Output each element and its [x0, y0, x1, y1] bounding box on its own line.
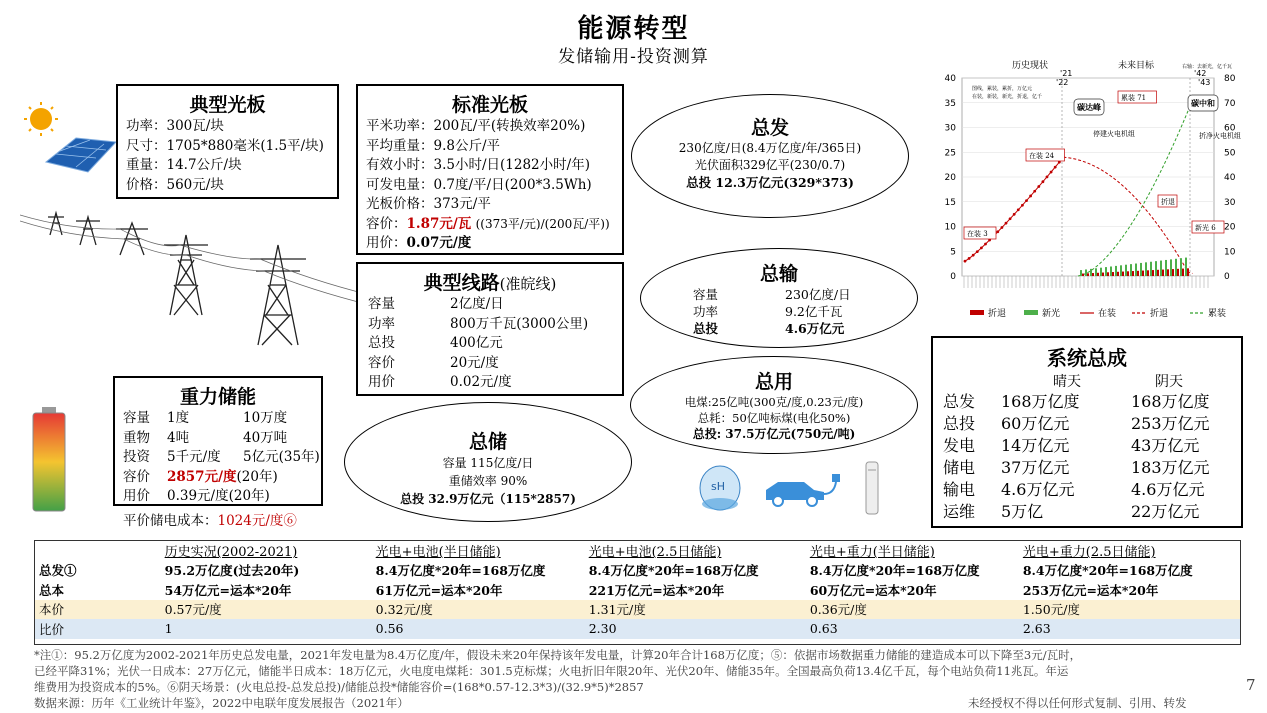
- table-cell: 1.50元/度: [1022, 602, 1080, 618]
- year-marker: '22: [1056, 78, 1069, 87]
- chart-title-right: 未来目标: [1118, 61, 1155, 71]
- footnote-line: 维费用为投资成本的5%。⑥阴天场景：(火电总投-总发总投)/储能总投*储能容价=(168*0.57-12.3*3)/(32.9*5)*2857: [34, 680, 644, 694]
- table-cell: 总本: [39, 582, 65, 598]
- total-generation-line: 光伏面积329亿平(230/0.7): [694, 158, 846, 172]
- copyright-notice: 未经授权不得以任何形式复制、引用、转发: [968, 696, 1187, 710]
- battery-icon: [30, 405, 70, 515]
- table-cell: 本价: [39, 602, 65, 618]
- typical-panel-line: 重量：14.7公斤/块: [126, 157, 242, 173]
- in-service-point: [1054, 166, 1057, 169]
- retire-bar: [1132, 271, 1134, 276]
- new-solar-bar: [1080, 270, 1082, 276]
- table-row: [35, 580, 1240, 600]
- retire-bar: [1107, 272, 1109, 276]
- new-solar-bar: [1145, 262, 1147, 276]
- year-marker: '21: [1060, 69, 1073, 78]
- y-tick-right: 30: [1224, 197, 1236, 208]
- typical-panel-line: 功率：300瓦/块: [126, 118, 224, 134]
- table-cell: 1.31元/度: [588, 602, 646, 618]
- table-header-cell: 历史实况(2002-2021): [164, 545, 298, 561]
- chart-annotation: 折退: [1161, 198, 1175, 206]
- retire-bar: [1097, 273, 1099, 276]
- transmission-row: 容量 230亿度/日: [693, 287, 851, 302]
- table-cell: 总发①: [39, 563, 77, 579]
- table-cell: 8.4万亿度*20年=168万亿度: [375, 563, 546, 579]
- new-solar-bar: [1140, 263, 1142, 276]
- total-generation-title: 总发: [750, 117, 789, 139]
- chart-title-left: 历史现状: [1012, 61, 1049, 71]
- typical-line-row: 功率 800万千瓦(3000公里): [368, 315, 589, 332]
- retire-bar: [1112, 272, 1114, 276]
- total-generation-line: 230亿度/日(8.4万亿度/年/365日): [678, 141, 862, 155]
- table-row: [35, 561, 1240, 581]
- svg-text:sH: sH: [711, 480, 726, 493]
- typical-panel-line: 价格：560元/块: [126, 176, 224, 193]
- solar-panel-illustration: [20, 100, 120, 180]
- standard-panel-line: 平米功率：200瓦/平(转换效率20%): [366, 118, 586, 134]
- in-service-point: [980, 247, 983, 250]
- system-summary-header: [943, 371, 1231, 391]
- table-cell: 8.4万亿度*20年=168万亿度: [809, 563, 980, 579]
- typical-panel-box: [116, 84, 339, 199]
- new-solar-bar: [1175, 259, 1177, 276]
- chart-annotation: 累装 71: [1121, 94, 1147, 102]
- retire-bar: [1167, 269, 1169, 276]
- data-source: 数据来源：历年《工业统计年鉴》，2022中电联年度发展报告（2021年）: [34, 696, 409, 710]
- new-solar-bar: [1115, 266, 1117, 276]
- typical-line-box: [356, 262, 624, 396]
- y-tick-left: 35: [944, 98, 956, 109]
- y-tick-left: 20: [944, 173, 956, 183]
- in-service-point: [1050, 171, 1053, 174]
- total-generation-ellipse: [631, 94, 909, 218]
- in-service-point: [984, 243, 987, 246]
- in-service-point: [1025, 199, 1028, 202]
- total-use-ellipse: [630, 356, 918, 454]
- table-cell: 1: [164, 621, 173, 637]
- gravity-storage-title: 重力储能: [179, 386, 256, 408]
- system-summary-box: [931, 336, 1243, 528]
- in-service-point: [1042, 180, 1045, 183]
- table-cell: 8.4万亿度*20年=168万亿度: [588, 563, 759, 579]
- in-service-point: [996, 230, 999, 233]
- legend-swatch: [1024, 310, 1038, 315]
- retire-bar: [1092, 273, 1094, 276]
- in-service-point: [1017, 208, 1020, 211]
- table-header-cell: 光电+电池(2.5日储能): [588, 545, 722, 561]
- table-cell: 比价: [39, 621, 65, 637]
- footnote-line: *注①：95.2万亿度为2002-2021年历史总发电量，2021年发电量为8.4万亿度/年，假设未来20年保持该年发电量，计算20年合计168万亿度；⑤：依据市场数据重力储能的建造成本可以下降至3元/瓦时，: [34, 648, 1082, 662]
- page-number: 7: [1246, 676, 1256, 694]
- chart-annotation: 停建火电机组: [1093, 130, 1135, 138]
- retire-bar: [1152, 270, 1154, 276]
- chart-annotation: 碳达峰: [1077, 102, 1101, 112]
- standard-panel-line: 有效小时：3.5小时/日(1282小时/年): [366, 157, 590, 173]
- new-solar-bar: [1150, 262, 1152, 276]
- year-marker: '43: [1198, 78, 1211, 87]
- chart-annotation: 在装 3: [967, 230, 988, 238]
- total-use-title: 总用: [754, 371, 793, 393]
- table-cell: 0.36元/度: [809, 602, 867, 618]
- new-solar-bar: [1180, 258, 1182, 276]
- system-row: 总发 168万亿度 168万亿度: [943, 392, 1210, 411]
- sunny-header: 晴天: [1053, 374, 1081, 390]
- total-transmission-ellipse: [640, 248, 918, 348]
- legend-swatch: [970, 310, 984, 315]
- new-solar-bar: [1135, 264, 1137, 276]
- system-row: 输电 4.6万亿元 4.6万亿元: [943, 480, 1205, 499]
- typical-line-row: 容量 2亿度/日: [368, 296, 504, 312]
- table-cell: 221万亿元=运本*20年: [588, 582, 725, 598]
- table-cell: 253万亿元=运本*20年: [1022, 582, 1159, 598]
- standard-panel-box: [356, 84, 624, 255]
- new-solar-bar: [1185, 258, 1187, 276]
- chart-unit-note: 右轴：去新光，亿千瓦: [1182, 64, 1233, 70]
- retire-bar: [1127, 271, 1129, 276]
- retire-bar: [1162, 270, 1164, 276]
- table-header-cell: 光电+电池(半日储能): [375, 545, 501, 561]
- new-solar-bar: [1120, 265, 1122, 276]
- y-tick-right: 40: [1224, 173, 1236, 183]
- total-storage-ellipse: [344, 402, 632, 522]
- table-header-row: [35, 541, 1240, 561]
- chart-annotation: 折净火电机组: [1199, 132, 1241, 140]
- table-cell: 0.63: [809, 621, 838, 637]
- y-tick-left: 5: [950, 247, 956, 258]
- table-cell: 2.63: [1022, 621, 1051, 637]
- typical-panel-line: 尺寸：1705*880毫米(1.5平/块): [126, 137, 324, 154]
- retire-bar: [1122, 272, 1124, 276]
- new-solar-bar: [1095, 268, 1097, 276]
- y-tick-right: 0: [1224, 272, 1230, 282]
- cloudy-header: 阴天: [1155, 374, 1183, 390]
- total-use-invest: 总投: 37.5万亿元(750元/吨): [692, 427, 856, 441]
- end-use-icons: [696, 460, 886, 516]
- system-row: 储电 37万亿元 183万亿元: [943, 458, 1210, 477]
- y-tick-right: 80: [1224, 74, 1236, 84]
- footnote-line: 已经平降31%；光伏一日成本：27万亿元，储能半日成本：18万亿元，火电度电煤耗：301.5克标煤；火电折旧年限20年、光伏20年、储能35年。全国最高负荷13.4亿千瓦，每个电站负荷11兆瓦。年运: [34, 664, 1069, 678]
- solar-panel-icon: [46, 138, 116, 172]
- new-solar-bar: [1085, 269, 1087, 276]
- in-service-point: [1005, 222, 1008, 225]
- total-storage-line: 容量 115亿度/日: [442, 456, 534, 470]
- retire-bar: [1117, 272, 1119, 276]
- new-solar-bar: [1170, 259, 1172, 276]
- chart-small-legend: 图线，累装，累折，万亿元: [972, 86, 1033, 92]
- in-service-point: [1029, 195, 1032, 198]
- retire-bar: [1157, 270, 1159, 276]
- table-cell: 95.2万亿度(过去20年): [164, 563, 300, 579]
- y-tick-left: 15: [944, 197, 956, 208]
- retire-bar: [1087, 273, 1089, 276]
- retire-bar: [1172, 269, 1174, 276]
- standard-panel-line: 平均重量：9.8公斤/平: [366, 137, 501, 154]
- total-use-line: 总耗：50亿吨标煤(电化50%): [697, 411, 851, 425]
- chart-annotation: 在装 24: [1029, 152, 1055, 160]
- table-cell: 2.30: [588, 621, 617, 637]
- retire-bar: [1142, 271, 1144, 276]
- retire-bar: [1187, 268, 1189, 276]
- typical-panel-title: 典型光板: [189, 94, 266, 116]
- in-service-point: [1033, 190, 1036, 193]
- total-transmission-title: 总输: [759, 263, 798, 285]
- page-subtitle: 发储输用-投资测算: [558, 47, 709, 67]
- table-cell: 61万亿元=运本*20年: [375, 582, 503, 598]
- new-solar-bar: [1125, 265, 1127, 276]
- gravity-row: 容量 1度 10万度: [123, 410, 288, 426]
- system-row: 总投 60万亿元 253万亿元: [943, 414, 1210, 433]
- chart-annotation: 新光 6: [1195, 224, 1216, 232]
- table-cell: 60万亿元=运本*20年: [809, 582, 937, 598]
- transmission-row: 总投 4.6万亿元: [693, 321, 845, 336]
- legend-label: 折退: [988, 309, 1007, 319]
- gravity-capacity-price: 容价 2857元/度(20年): [123, 468, 278, 485]
- new-solar-bar: [1165, 260, 1167, 276]
- typical-line-title: 典型线路(准皖线): [423, 272, 557, 294]
- in-service-point: [964, 260, 967, 263]
- table-cell: 8.4万亿度*20年=168万亿度: [1022, 563, 1193, 579]
- in-service-point: [1009, 217, 1012, 220]
- retire-bar: [1177, 269, 1179, 276]
- sun-icon: [24, 102, 58, 136]
- in-service-point: [1021, 204, 1024, 207]
- system-row: 发电 14万亿元 43万亿元: [943, 436, 1200, 455]
- table-row: [35, 619, 1240, 639]
- capacity-price-line: 容价：1.87元/瓦 ((373平/元)/(200瓦/平)): [366, 215, 610, 232]
- page-title: 能源转型: [577, 14, 690, 44]
- in-service-point: [1013, 213, 1016, 216]
- table-cell: 0.57元/度: [164, 602, 222, 618]
- transmission-towers-illustration: [20, 205, 370, 355]
- new-solar-bar: [1100, 268, 1102, 276]
- typical-line-row: 容价 20元/度: [368, 354, 499, 371]
- in-service-point: [976, 250, 979, 253]
- gravity-storage-box: [113, 376, 323, 506]
- legend-label: 折退: [1150, 309, 1169, 319]
- retire-bar: [1147, 270, 1149, 276]
- year-marker: '42: [1194, 69, 1207, 78]
- parity-storage-cost: 平价储电成本：1024元/度⑥: [123, 513, 297, 529]
- table-row: [35, 600, 1240, 620]
- y-tick-left: 0: [950, 272, 956, 282]
- retire-bar: [1102, 273, 1104, 276]
- legend-label: 在装: [1098, 309, 1117, 319]
- chart-small-legend: 在装，新装，新光，折退，亿千: [972, 94, 1043, 100]
- system-summary-title: 系统总成: [1047, 346, 1127, 370]
- legend-label: 累装: [1208, 309, 1227, 319]
- in-service-point: [972, 254, 975, 257]
- total-storage-invest: 总投 32.9万亿元（115*2857): [400, 492, 576, 506]
- table-cell: 54万亿元=运本*20年: [164, 582, 292, 598]
- gravity-row: 投资 5千元/度 5亿元(35年): [123, 449, 320, 465]
- y-tick-left: 25: [944, 148, 956, 159]
- retire-bar: [1137, 271, 1139, 276]
- in-service-point: [968, 257, 971, 260]
- standard-panel-title: 标准光板: [451, 94, 528, 116]
- y-tick-left: 10: [944, 222, 956, 233]
- transition-chart: [932, 58, 1262, 328]
- y-tick-right: 20: [1224, 222, 1236, 233]
- gravity-row: 重物 4吨 40万吨: [123, 429, 288, 446]
- air-conditioner-icon: [866, 462, 878, 514]
- y-tick-right: 10: [1224, 247, 1236, 258]
- y-tick-left: 40: [944, 74, 956, 84]
- typical-line-row: 总投 400亿元: [368, 335, 503, 351]
- in-service-point: [1037, 185, 1040, 188]
- standard-panel-line: 可发电量：0.7度/平/日(200*3.5Wh): [366, 176, 592, 193]
- y-tick-right: 70: [1224, 98, 1236, 109]
- new-solar-bar: [1130, 264, 1132, 276]
- table-header-cell: [35, 541, 161, 561]
- table-cell: 0.56: [375, 621, 404, 637]
- new-solar-bar: [1155, 261, 1157, 276]
- retire-bar: [1082, 274, 1084, 276]
- gravity-use-price: 用价 0.39元/度(20年): [123, 488, 270, 504]
- retire-bar: [1182, 269, 1184, 276]
- in-service-point: [1001, 226, 1004, 229]
- system-row: 运维 5万亿 22万亿元: [943, 502, 1200, 521]
- electric-car-icon: [766, 474, 840, 506]
- new-solar-bar: [1105, 267, 1107, 276]
- hydrogen-icon: [700, 466, 740, 510]
- legend-label: 新光: [1042, 309, 1061, 319]
- y-tick-right: 60: [1224, 123, 1236, 134]
- table-cell: 0.32元/度: [375, 602, 433, 618]
- in-service-point: [1046, 175, 1049, 178]
- chart-annotation: 碳中和: [1191, 98, 1215, 108]
- comparison-table: [34, 540, 1241, 645]
- typical-line-row: 用价 0.02元/度: [368, 374, 512, 390]
- y-tick-left: 30: [944, 123, 956, 134]
- total-use-line: 电煤:25亿吨(300克/度,0.23元/度): [684, 395, 864, 409]
- table-header-cell: 光电+重力(2.5日储能): [1022, 545, 1156, 561]
- new-solar-bar: [1090, 269, 1092, 276]
- transmission-row: 功率 9.2亿千瓦: [693, 304, 843, 319]
- use-price-line: 用价：0.07元/度: [366, 235, 472, 251]
- total-generation-invest: 总投 12.3万亿元(329*373): [686, 175, 854, 190]
- new-solar-bar: [1160, 261, 1162, 276]
- table-header-cell: 光电+重力(半日储能): [809, 545, 935, 561]
- y-tick-right: 50: [1224, 148, 1236, 159]
- standard-panel-line: 光板价格：373元/平: [366, 196, 491, 212]
- total-storage-line: 重储效率 90%: [448, 474, 528, 488]
- new-solar-bar: [1110, 266, 1112, 276]
- total-storage-title: 总储: [468, 431, 507, 453]
